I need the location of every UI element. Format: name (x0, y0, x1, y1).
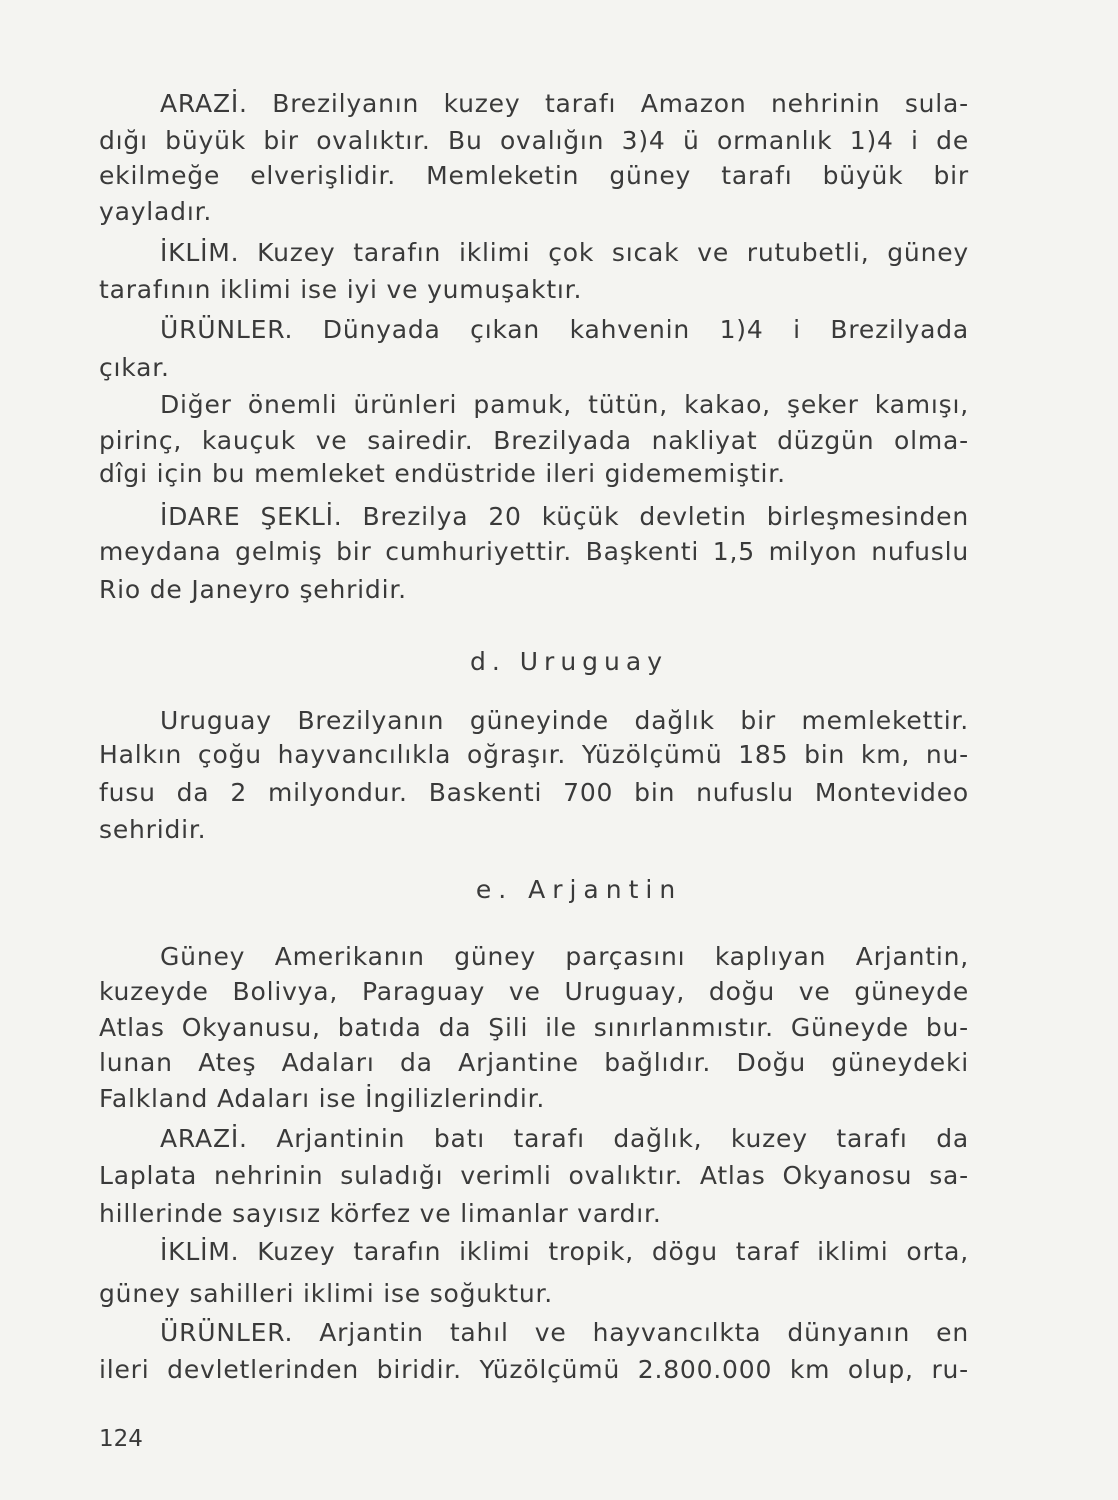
text-line: İKLİM. Kuzey tarafın iklimi çok sıcak ve rutubetli, güney (160, 238, 969, 267)
text-line: ekilmeğe elverişlidir. Memleketin güney tarafı büyük bir (99, 161, 969, 190)
text-line: Atlas Okyanusu, batıda da Şili ile sınırlanmıstır. Güneyde bu- (99, 1013, 969, 1042)
text-line: lunan Ateş Adaları da Arjantine bağlıdır. Doğu güneydeki (99, 1048, 969, 1077)
text-line: Halkın çoğu hayvancılıkla oğraşır. Yüzölçümü 185 bin km, nu- (99, 740, 969, 769)
text-line: ARAZİ. Brezilyanın kuzey tarafı Amazon nehrinin sula- (160, 89, 969, 118)
text-line: Laplata nehrinin suladığı verimli ovalıktır. Atlas Okyanosu sa- (99, 1161, 969, 1190)
section-heading-arjantin: e. Arjantin (475, 875, 683, 904)
text-line: Falkland Adaları ise İngilizlerindir. (99, 1084, 546, 1113)
text-line: dîgi için bu memleket endüstride ileri gidememiştir. (99, 459, 786, 488)
text-line: pirinç, kauçuk ve sairedir. Brezilyada nakliyat düzgün olma- (99, 426, 969, 455)
text-line: sehridir. (99, 815, 207, 844)
text-line: meydana gelmiş bir cumhuriyettir. Başkenti 1,5 milyon nufuslu (99, 537, 969, 566)
text-line: Güney Amerikanın güney parçasını kaplıyan Arjantin, (160, 942, 969, 971)
text-line: ÜRÜNLER. Dünyada çıkan kahvenin 1)4 i Brezilyada (160, 315, 969, 344)
text-line: fusu da 2 milyondur. Baskenti 700 bin nufuslu Montevideo (99, 778, 969, 807)
text-line: yayladır. (99, 197, 213, 226)
text-line: ileri devletlerinden biridir. Yüzölçümü 2.800.000 km olup, ru- (99, 1355, 969, 1384)
text-line: Uruguay Brezilyanın güneyinde dağlık bir memlekettir. (160, 706, 969, 735)
text-line: çıkar. (99, 353, 170, 382)
text-line: İKLİM. Kuzey tarafın iklimi tropik, dögu taraf iklimi orta, (160, 1237, 969, 1266)
text-line: kuzeyde Bolivya, Paraguay ve Uruguay, doğu ve güneyde (99, 977, 969, 1006)
text-line: güney sahilleri iklimi ise soğuktur. (99, 1279, 554, 1308)
text-line: ÜRÜNLER. Arjantin tahıl ve hayvancılkta dünyanın en (160, 1318, 969, 1347)
text-line: ARAZİ. Arjantinin batı tarafı dağlık, kuzey tarafı da (160, 1124, 969, 1153)
text-line: İDARE ŞEKLİ. Brezilya 20 küçük devletin birleşmesinden (160, 502, 969, 531)
text-line: dığı büyük bir ovalıktır. Bu ovalığın 3)4 ü ormanlık 1)4 i de (99, 126, 969, 155)
text-line: hillerinde sayısız körfez ve limanlar vardır. (99, 1199, 662, 1228)
text-line: tarafının iklimi ise iyi ve yumuşaktır. (99, 275, 583, 304)
page-number: 124 (99, 1426, 143, 1452)
text-line: Diğer önemli ürünleri pamuk, tütün, kakao, şeker kamışı, (160, 390, 969, 419)
section-heading-uruguay: d. Uruguay (469, 647, 668, 676)
text-line: Rio de Janeyro şehridir. (99, 575, 407, 604)
